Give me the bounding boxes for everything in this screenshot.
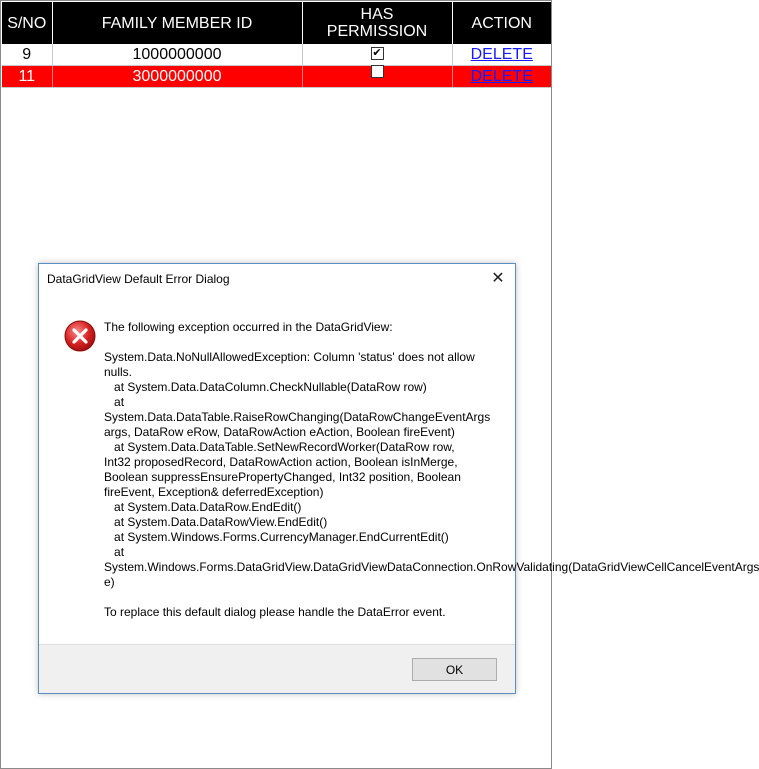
close-icon[interactable]: ✕ <box>491 270 505 287</box>
column-header-action[interactable]: ACTION <box>452 2 551 44</box>
error-message: The following exception occurred in the DataGridView: System.Data.NoNullAllowedException: Column 'status' does not allow nulls. at System.Data.DataColumn.CheckNullable(DataRow row) at System.Data.DataTable.RaiseRowChanging(DataRowChangeEventArgs args, DataRow eRow, DataRowAction eAction, Boolean fireEvent) at System.Data.DataTable.SetNewRecordWorker(DataRow row, Int32 proposedRecord, DataRowAction action, Boolean isInMerge, Boolean suppressEnsurePropertyChanged, Int32 position, Boolean fireEvent, Exception& deferredException) at System.Data.DataRow.EndEdit() at System.Data.DataRowView.EndEdit() at System.Windows.Forms.CurrencyManager.EndCurrentEdit() at System.Windows.Forms.DataGridView.DataGridViewDataConnection.OnRowValidating(DataGridViewCellCancelEventArgs e) To replace this default dialog please handle the DataError event. <box>104 320 759 619</box>
column-header-family-member-id[interactable]: FAMILY MEMBER ID <box>52 2 302 44</box>
grid-header-row <box>2 2 551 44</box>
column-header-has-permission[interactable]: HAS PERMISSION <box>302 2 452 44</box>
data-grid <box>2 2 551 88</box>
table-row[interactable] <box>2 66 551 88</box>
cell-has-permission[interactable] <box>302 44 452 66</box>
delete-link[interactable]: DELETE <box>470 67 533 85</box>
permission-checkbox[interactable]: ✔ <box>372 46 382 59</box>
cell-member-id[interactable]: 1000000000 <box>52 44 302 66</box>
cell-action[interactable] <box>452 66 551 88</box>
cell-sno[interactable]: 9 <box>2 44 52 66</box>
error-icon <box>64 320 96 352</box>
dialog-title: DataGridView Default Error Dialog <box>47 272 230 286</box>
permission-checkbox[interactable] <box>371 65 384 78</box>
cell-has-permission[interactable] <box>302 66 452 88</box>
column-header-sno[interactable]: S/NO <box>2 2 52 44</box>
cell-sno[interactable]: 11 <box>2 66 52 88</box>
cell-action[interactable] <box>452 44 551 66</box>
dialog-titlebar[interactable] <box>39 264 515 294</box>
dialog-footer <box>39 644 515 693</box>
cell-member-id[interactable]: 3000000000 <box>52 66 302 88</box>
delete-link[interactable]: DELETE <box>470 45 533 63</box>
table-row[interactable] <box>2 44 551 66</box>
ok-button[interactable]: OK <box>412 658 497 681</box>
error-dialog <box>38 263 759 694</box>
